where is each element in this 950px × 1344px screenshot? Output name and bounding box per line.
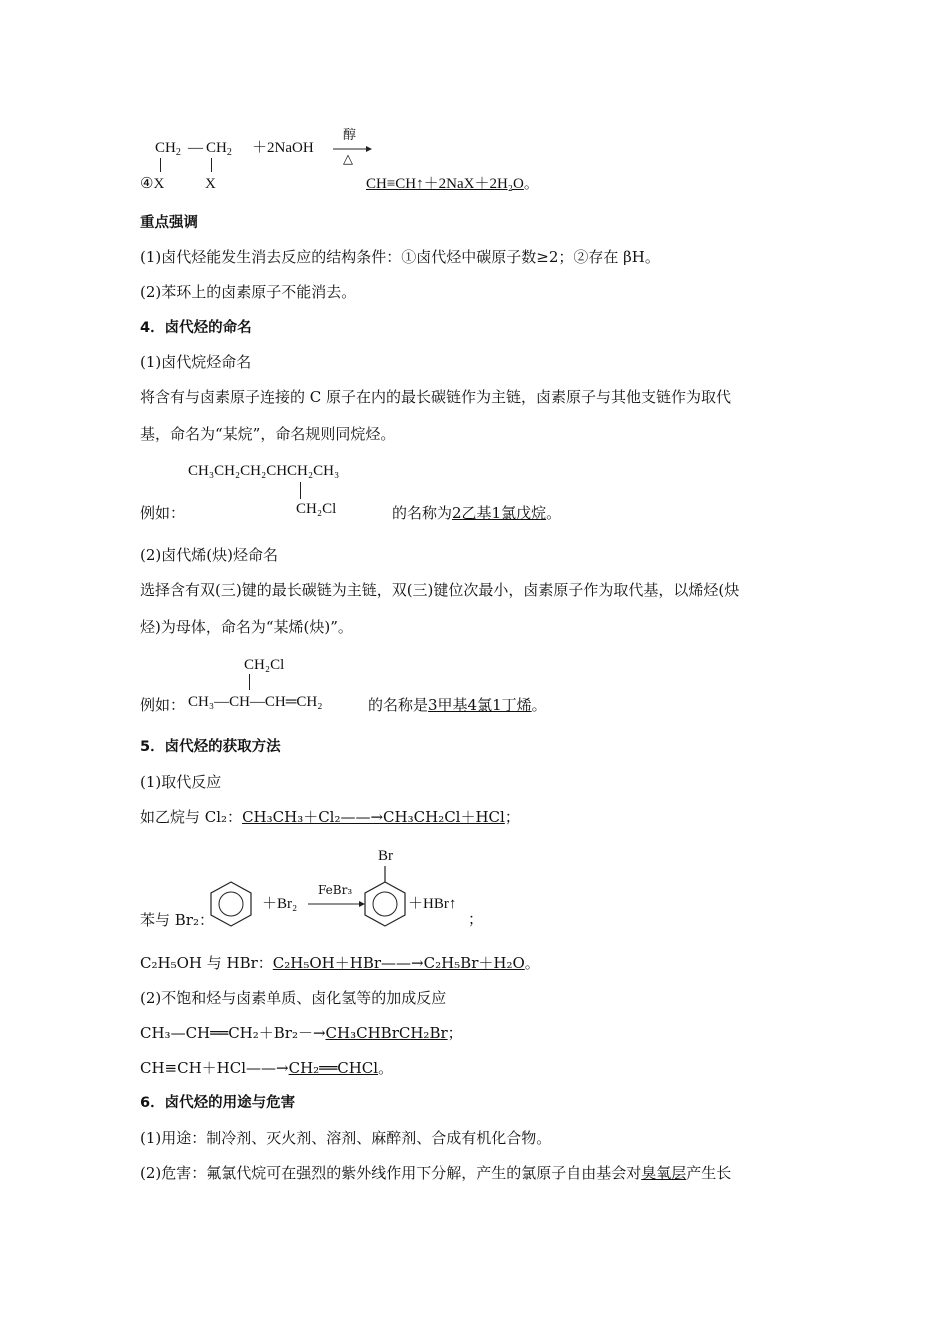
alkane-naming-text-line-2: 基，命名为“某烷”，命名规则同烷烃。 [140,425,396,443]
addition-subheading: (2)不饱和烃与卤素单质、卤化氢等的加成反应 [140,989,447,1007]
formula-ch2-left: $CH_2$ [155,140,181,158]
alkene-naming-subheading: (2)卤代烯(炔)烃命名 [140,546,278,564]
example-2-branch: CH₂Cl [244,657,285,673]
alkane-naming-subheading: (1)卤代烷烃命名 [140,353,252,371]
catalyst-febr3: FeBr₃ [318,883,353,897]
product-br-label: Br [378,848,393,864]
ethane-chlorination: 如乙烷与 Cl₂：CH₃CH₃＋Cl₂——→CH₃CH₂Cl＋HCl； [140,808,520,826]
section-6-heading: 6．卤代烃的用途与危害 [140,1095,296,1111]
benzene-ring-icon [208,880,254,928]
example-1-main-chain: CH₃CH₂CH₂CHCH₂CH₃ [188,463,340,479]
bond-dash: — [188,140,203,156]
substitution-subheading: (1)取代反应 [140,773,222,791]
alkene-naming-text-line-2: 烃)为母体，命名为“某烯(炔)”。 [140,618,353,636]
condition-alcohol: 醇 [343,128,357,143]
section-5-heading: 5．卤代烃的获取方法 [140,739,281,755]
propene-bromination: CH₃—CH══CH₂＋Br₂－→CH₃CHBrCH₂Br； [140,1024,463,1042]
benzene-bromination-prefix: 苯与 Br₂： [140,911,214,929]
section-4-heading: 4．卤代烃的命名 [140,320,252,336]
example-1-branch: CH₂Cl [296,501,337,517]
formula-ch2-right: $CH_2$ [206,140,232,158]
alkene-naming-text-line-1: 选择含有双(三)键的最长碳链为主链，双(三)键位次最小，卤素原子作为取代基，以烯烃(炔 [140,581,740,599]
example-2-main-chain: CH₃—CH—CH═CH₂ [188,694,323,710]
elimination-product: CH≡CH↑＋2NaX＋2H₂O。 [366,176,539,192]
alkane-naming-text-line-1: 将含有与卤素原子连接的 C 原子在内的最长碳链作为主链，卤素原子与其他支链作为取代 [140,388,732,406]
bromine-reagent: ＋Br₂ [262,896,298,912]
item-number-x: ④X [140,176,165,192]
example-1-name: 的名称为2乙基1氯戊烷。 [392,504,562,522]
reaction-arrow-icon [308,899,366,909]
hazards-text: (2)危害：氟氯代烷可在强烈的紫外线作用下分解，产生的氯原子自由基会对臭氧层产生长 [140,1164,732,1182]
uses-text: (1)用途：制冷剂、灭火剂、溶剂、麻醉剂、合成有机化合物。 [140,1129,552,1147]
key-points-heading: 重点强调 [140,215,198,231]
branch-bond [300,482,301,499]
example-1-prefix: 例如： [140,504,186,522]
key-point-1: (1)卤代烃能发生消去反应的结构条件：①卤代烃中碳原子数≥2；②存在 βH。 [140,248,660,266]
key-point-2: (2)苯环上的卤素原子不能消去。 [140,283,357,301]
hbr-product: ＋HBr↑ [408,896,457,912]
example-2-name: 的名称是3甲基4氯1丁烯。 [368,696,547,714]
example-2-prefix: 例如： [140,696,186,714]
semicolon: ； [468,910,484,928]
reaction-arrow-icon [333,144,373,154]
ethanol-hbr-reaction: C₂H₅OH 与 HBr：C₂H₅OH＋HBr——→C₂H₅Br＋H₂O。 [140,954,540,972]
condition-heat: △ [343,152,353,167]
bond-vertical [211,158,212,172]
bromobenzene-ring-icon [362,866,408,928]
branch-bond [249,674,250,690]
halogen-x: X [205,176,216,192]
acetylene-hcl-addition: CH≡CH＋HCl——→CH₂══CHCl。 [140,1059,394,1077]
reagent-naoh: ＋2NaOH [252,140,314,156]
bond-vertical [160,158,161,172]
